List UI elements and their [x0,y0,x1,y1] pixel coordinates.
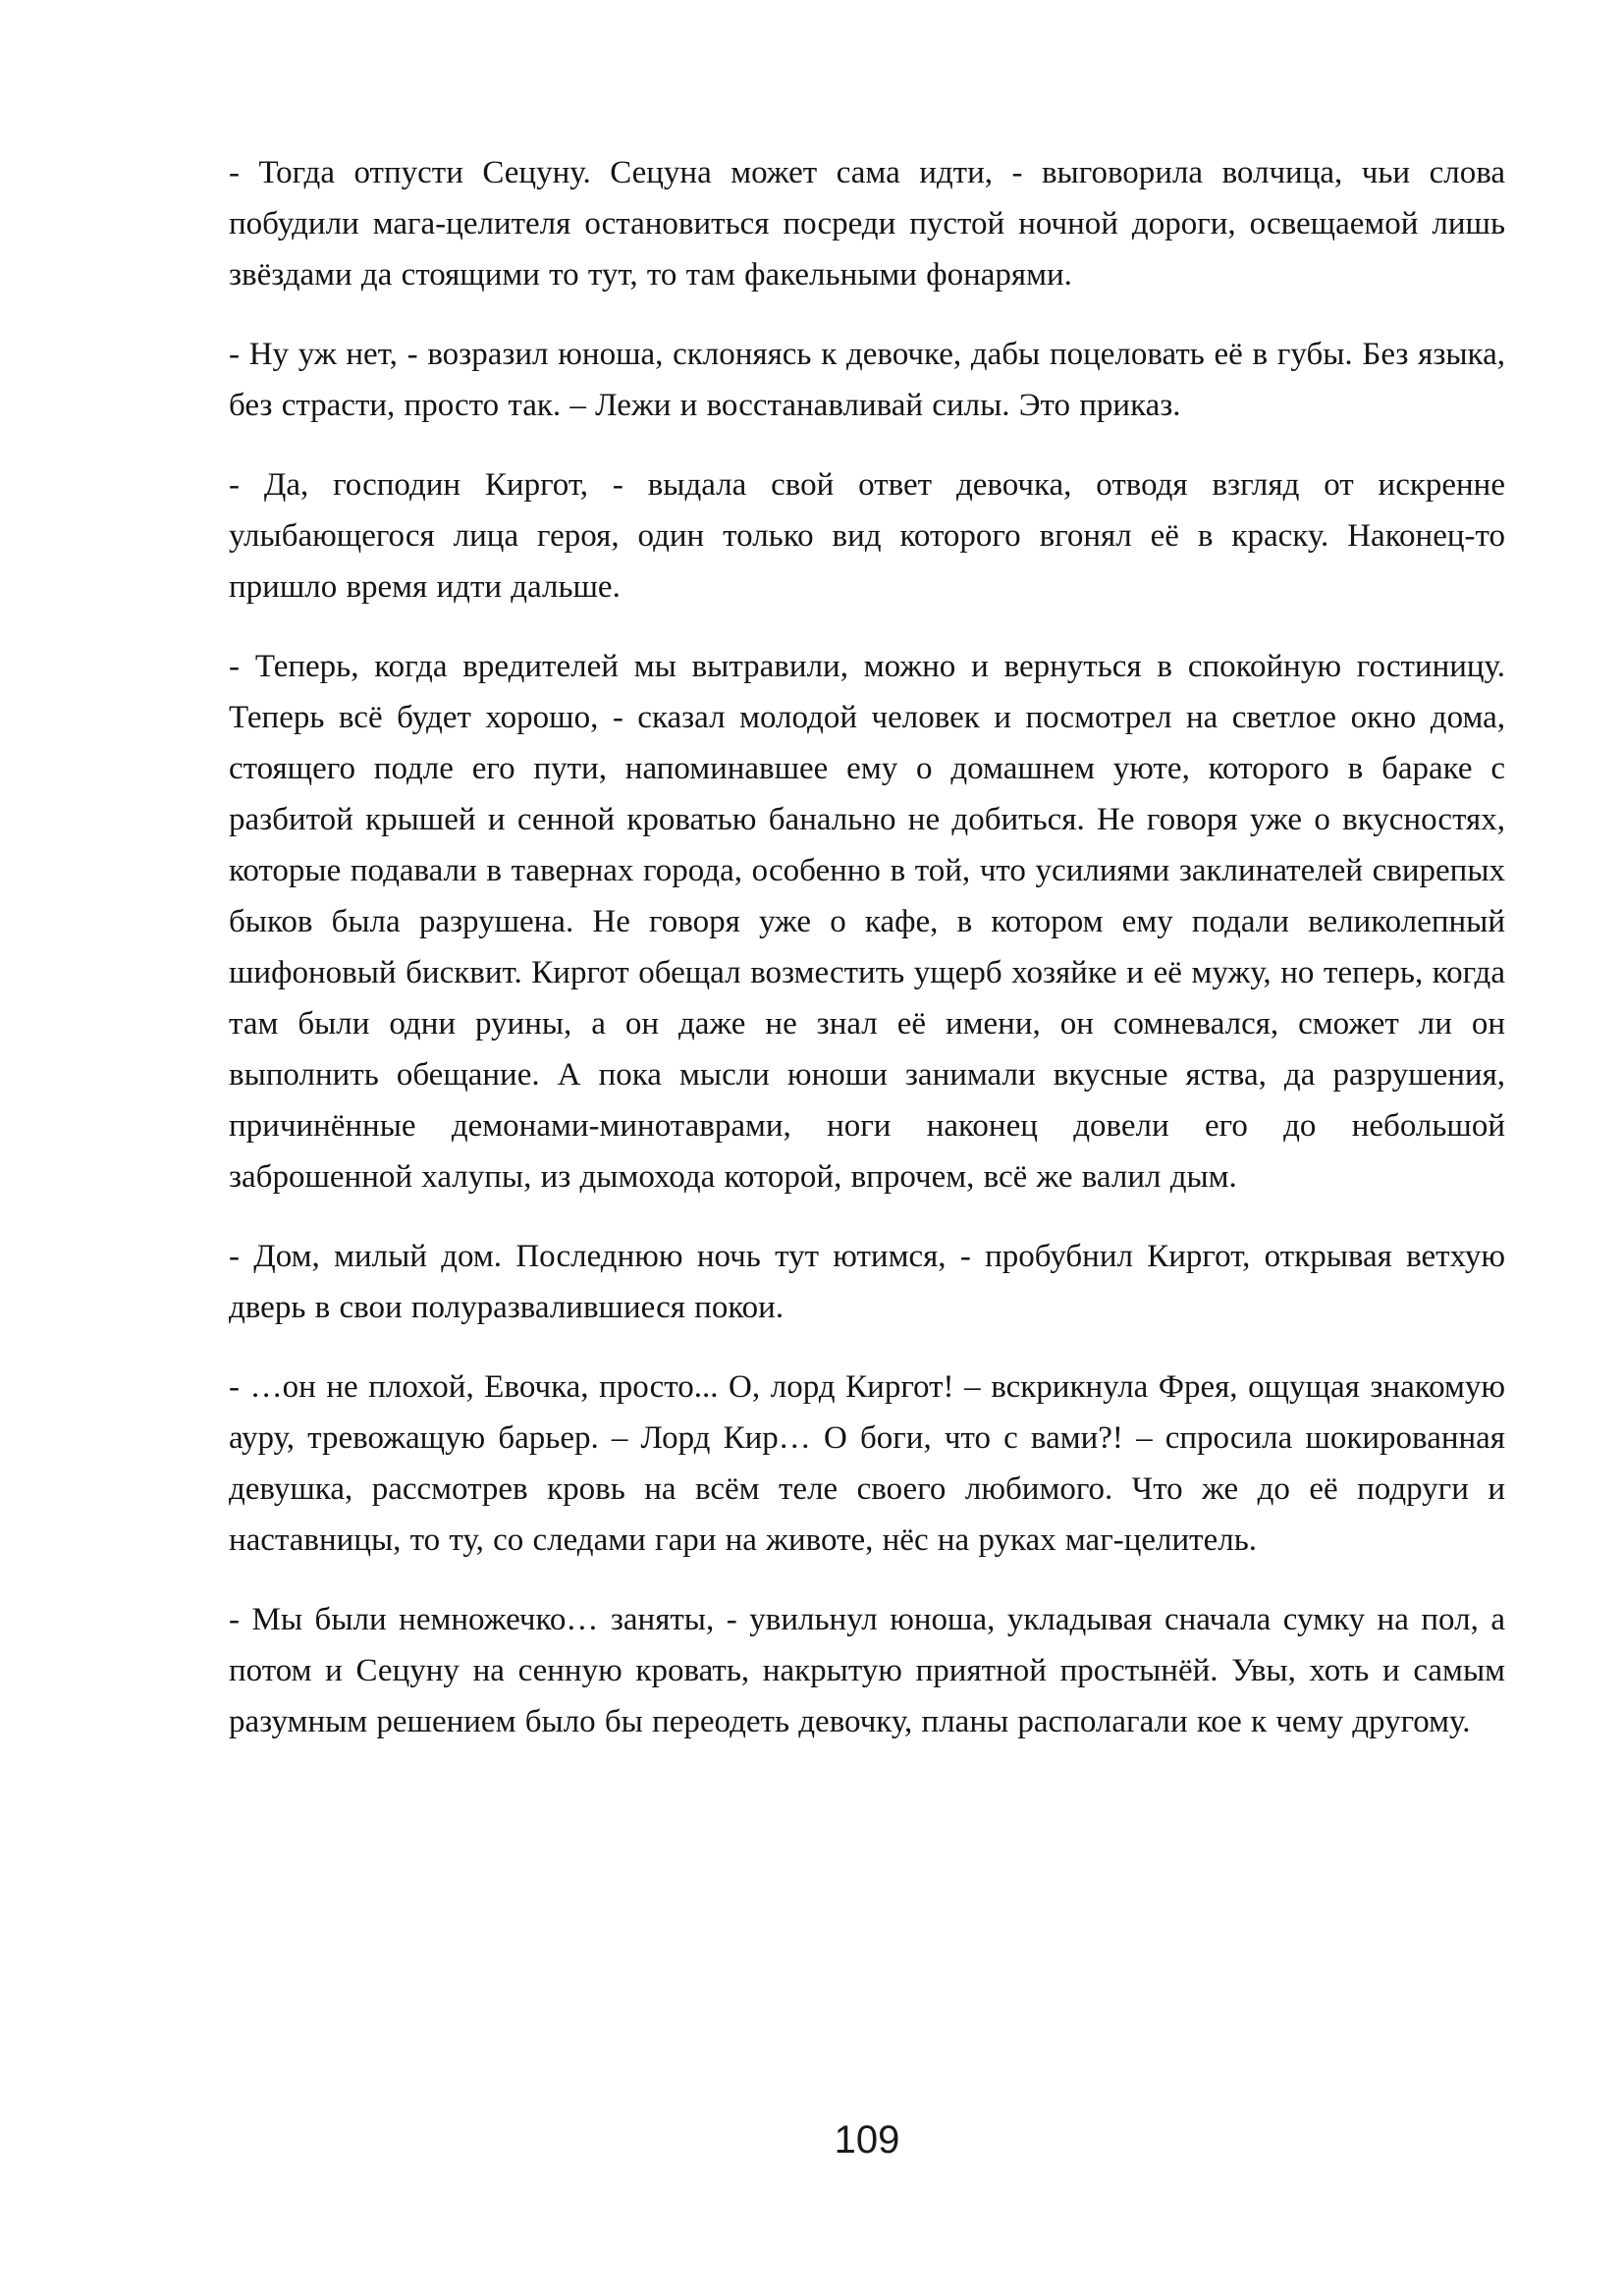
paragraph: - Теперь, когда вредителей мы вытравили, можно и вернуться в спокойную гостиницу. Теперь всё будет хорошо, - сказал молодой человек и посмотрел на светлое окно дома, стоящего подле его пути, напоминавшее ему о домашнем уюте, которого в бараке с разбитой крышей и сенной кроватью банально не добиться. Не говоря уже о вкусностях, которые подавали в тавернах города, особенно в той, что усилиями заклинателей свирепых быков была разрушена. Не говоря уже о кафе, в котором ему подали великолепный шифоновый бисквит. Киргот обещал возместить ущерб хозяйке и её мужу, но теперь, когда там были одни руины, а он даже не знал её имени, он сомневался, сможет ли он выполнить обещание. А пока мысли юноши занимали вкусные яства, да разрушения, причинённые демонами-минотаврами, ноги наконец довели его до небольшой заброшенной халупы, из дымохода которой, впрочем, всё же валил дым. [229,649,1505,1195]
paragraph: - Мы были немножечко… заняты, - увильнул юноша, укладывая сначала сумку на пол, а потом и Сецуну на сенную кровать, накрытую приятной простынёй. Увы, хоть и самым разумным решением было бы переодеть девочку, планы располагали кое к чему другому. [229,1602,1505,1739]
page-content [229,147,1505,1776]
paragraph: - Да, господин Киргот, - выдала свой ответ девочка, отводя взгляд от искренне улыбающегося лица героя, один только вид которого вгонял её в краску. Наконец-то пришло время идти дальше. [229,467,1505,605]
paragraph: - Тогда отпусти Сецуну. Сецуна может сама идти, - выговорила волчица, чьи слова побудили мага-целителя остановиться посреди пустой ночной дороги, освещаемой лишь звёздами да стоящими то тут, то там факельными фонарями. [229,155,1505,293]
page-number: 109 [834,2118,900,2162]
paragraph: - Дом, милый дом. Последнюю ночь тут ютимся, - пробубнил Киргот, открывая ветхую дверь в свои полуразвалившиеся покои. [229,1239,1505,1325]
paragraph: - Ну уж нет, - возразил юноша, склоняясь к девочке, дабы поцеловать её в губы. Без языка, без страсти, просто так. – Лежи и восстанавливай силы. Это приказ. [229,337,1505,423]
paragraph: - …он не плохой, Евочка, просто... О, лорд Киргот! – вскрикнула Фрея, ощущая знакомую ауру, тревожащую барьер. – Лорд Кир… О боги, что с вами?! – спросила шокированная девушка, рассмотрев кровь на всём теле своего любимого. Что же до её подруги и наставницы, то ту, со следами гари на животе, нёс на руках маг-целитель. [229,1369,1505,1558]
